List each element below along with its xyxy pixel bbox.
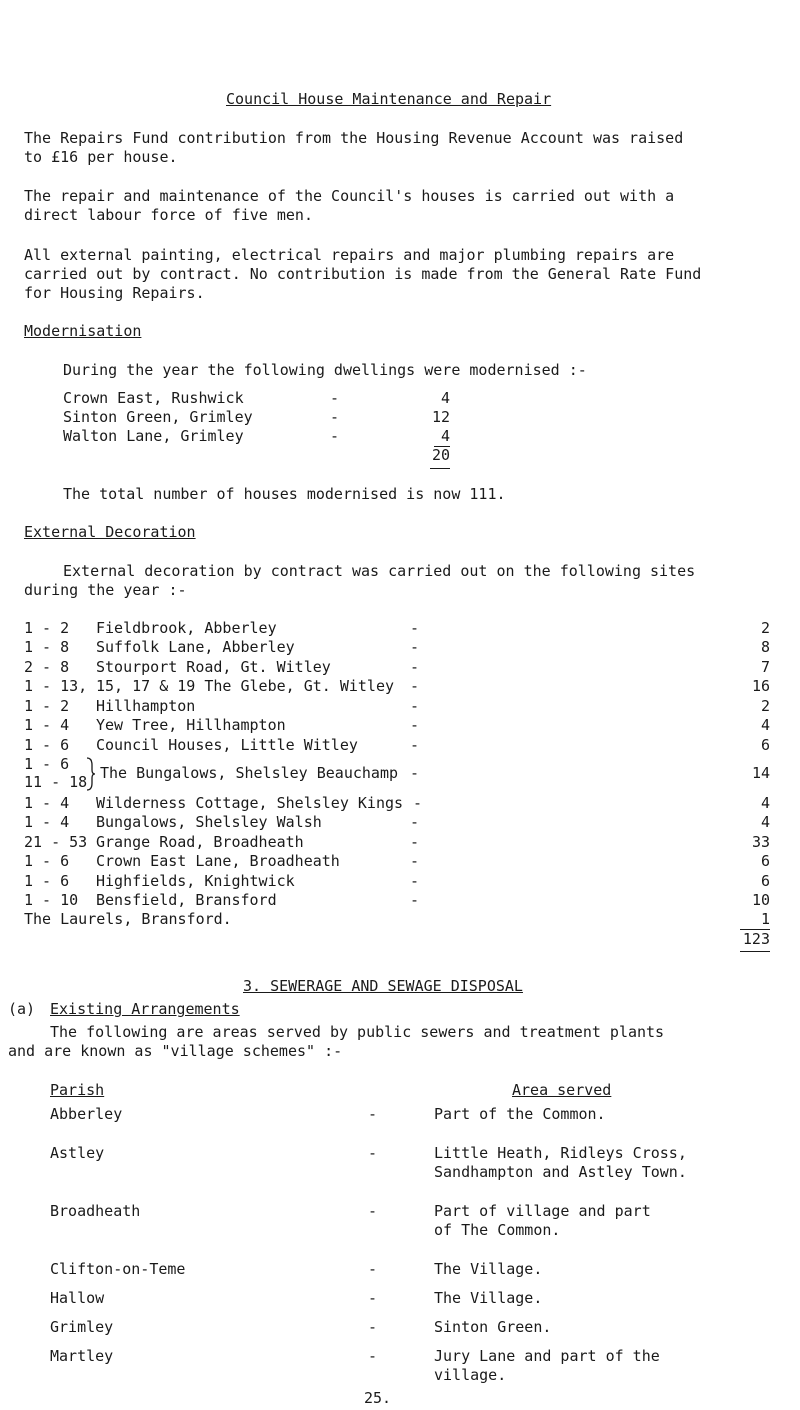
intro-para-3-line-3: for Housing Repairs. [24,284,205,302]
decoration-site: Suffolk Lane, Abberley [96,638,295,656]
decoration-range: 1 - 6 [24,755,70,773]
intro-para-3-line-2: carried out by contract. No contribution is made from the General Rate Fund [24,265,702,283]
parish-name: Martley [50,1347,114,1365]
decoration-range: 1 - 6 [24,872,70,890]
modernisation-summary: The total number of houses modernised is now 111. [63,485,506,503]
parish-name: Hallow [50,1289,105,1307]
modernisation-dash: - [330,389,340,407]
decoration-site: Fieldbrook, Abberley [96,619,277,637]
intro-para-2-line-1: The repair and maintenance of the Council's houses is carried out with a [24,187,675,205]
decoration-dash: - [410,619,420,637]
decoration-total: 123 [742,930,770,948]
sewerage-intro-line-1: The following are areas served by public sewers and treatment plants [50,1023,665,1041]
decoration-count: 6 [760,736,770,754]
parish-dash: - [368,1105,378,1123]
decoration-dash: - [410,872,420,890]
decoration-dash: - [410,658,420,676]
modernisation-dash: - [330,427,340,445]
decoration-total-rule [740,951,770,952]
modernisation-intro: During the year the following dwellings were modernised :- [63,361,587,379]
decoration-range: 1 - 2 [24,697,70,715]
parish-dash: - [368,1260,378,1278]
decoration-range: 1 - 6 [24,852,70,870]
parish-area: Jury Lane and part of the [434,1347,660,1365]
decoration-site: Yew Tree, Hillhampton [96,716,286,734]
decoration-site: 15, 17 & 19 The Glebe, Gt. Witley [96,677,395,695]
external-decoration-intro-line-2: during the year :- [24,581,187,599]
parish-dash: - [368,1144,378,1162]
decoration-site: Bungalows, Shelsley Walsh [96,813,322,831]
parish-dash: - [368,1289,378,1307]
decoration-dash: - [410,697,420,715]
decoration-range: 1 - 13, [24,677,88,695]
parish-area: The Village. [434,1260,543,1278]
decoration-range: 1 - 2 [24,619,70,637]
parish-dash: - [368,1318,378,1336]
decoration-range: 1 - 8 [24,638,70,656]
parish-name: Grimley [50,1318,114,1336]
decoration-site: The Laurels, Bransford. [24,910,232,928]
right-brace-icon [86,757,96,791]
decoration-count: 4 [760,794,770,812]
parish-name: Clifton-on-Teme [50,1260,186,1278]
modernisation-place: Sinton Green, Grimley [63,408,253,426]
intro-para-1-line-2: to £16 per house. [24,148,178,166]
decoration-dash: - [410,736,420,754]
decoration-site: Crown East Lane, Broadheath [96,852,340,870]
decoration-site: Highfields, Knightwick [96,872,295,890]
parish-name: Broadheath [50,1202,141,1220]
decoration-range: 1 - 4 [24,813,70,831]
decoration-range: 1 - 4 [24,716,70,734]
decoration-range: 1 - 6 [24,736,70,754]
modernisation-dash: - [330,408,340,426]
parish-name: Astley [50,1144,105,1162]
decoration-count: 6 [760,852,770,870]
intro-para-1-line-1: The Repairs Fund contribution from the Housing Revenue Account was raised [24,129,684,147]
parish-area: The Village. [434,1289,543,1307]
decoration-dash: - [410,891,420,909]
parish-area: Part of the Common. [434,1105,606,1123]
modernisation-total-rule [430,468,450,469]
decoration-site: The Bungalows, Shelsley Beauchamp [100,764,399,782]
decoration-range: 1 - 4 [24,794,70,812]
decoration-count: 14 [751,764,770,782]
parish-area: Sandhampton and Astley Town. [434,1163,687,1181]
parish-area: Little Heath, Ridleys Cross, [434,1144,687,1162]
decoration-site: Hillhampton [96,697,196,715]
modernisation-place: Crown East, Rushwick [63,389,244,407]
modernisation-place: Walton Lane, Grimley [63,427,244,445]
decoration-dash: - [410,716,420,734]
page-title: Council House Maintenance and Repair [226,90,552,108]
decoration-count: 4 [760,716,770,734]
decoration-site: Wilderness Cottage, Shelsley Kings [96,794,404,812]
decoration-range: 2 - 8 [24,658,70,676]
decoration-count: 10 [751,891,770,909]
decoration-count: 2 [760,619,770,637]
decoration-dash: - [413,794,423,812]
modernisation-count: 12 [431,408,450,426]
modernisation-total: 20 [431,446,450,464]
decoration-site: Grange Road, Broadheath [96,833,304,851]
modernisation-count: 4 [440,389,450,407]
external-decoration-intro-line-1: External decoration by contract was carried out on the following sites [63,562,696,580]
sewerage-intro-line-2: and are known as "village schemes" :- [8,1042,343,1060]
decoration-count: 16 [751,677,770,695]
decoration-count: 7 [760,658,770,676]
decoration-dash: - [410,852,420,870]
intro-para-2-line-2: direct labour force of five men. [24,206,313,224]
decoration-count: 8 [760,638,770,656]
decoration-dash: - [410,638,420,656]
parish-area: Sinton Green. [434,1318,552,1336]
modernisation-heading: Modernisation [24,322,142,340]
decoration-count: 33 [751,833,770,851]
decoration-range: 11 - 18 [24,773,88,791]
decoration-site: Stourport Road, Gt. Witley [96,658,331,676]
decoration-dash: - [410,833,420,851]
modernisation-count: 4 [440,427,450,445]
decoration-range: 21 - 53 [24,833,88,851]
col-header-parish: Parish [50,1081,105,1099]
decoration-range: 1 - 10 [24,891,79,909]
parish-dash: - [368,1347,378,1365]
page-number: 25. [364,1389,392,1407]
intro-para-3-line-1: All external painting, electrical repairs and major plumbing repairs are [24,246,675,264]
decoration-site: Council Houses, Little Witley [96,736,358,754]
sewerage-subheading-label: (a) [8,1000,36,1018]
col-header-area: Area served [512,1081,612,1099]
parish-area: of The Common. [434,1221,561,1239]
decoration-count: 4 [760,813,770,831]
decoration-count: 6 [760,872,770,890]
parish-dash: - [368,1202,378,1220]
decoration-site: Bensfield, Bransford [96,891,277,909]
decoration-count: 2 [760,697,770,715]
parish-area: village. [434,1366,507,1384]
decoration-dash: - [410,764,420,782]
decoration-dash: - [410,813,420,831]
external-decoration-heading: External Decoration [24,523,196,541]
decoration-dash: - [410,677,420,695]
decoration-count: 1 [760,910,770,928]
parish-area: Part of village and part [434,1202,651,1220]
parish-name: Abberley [50,1105,123,1123]
sewerage-heading: 3. SEWERAGE AND SEWAGE DISPOSAL [243,977,523,995]
sewerage-subheading: Existing Arrangements [50,1000,240,1018]
